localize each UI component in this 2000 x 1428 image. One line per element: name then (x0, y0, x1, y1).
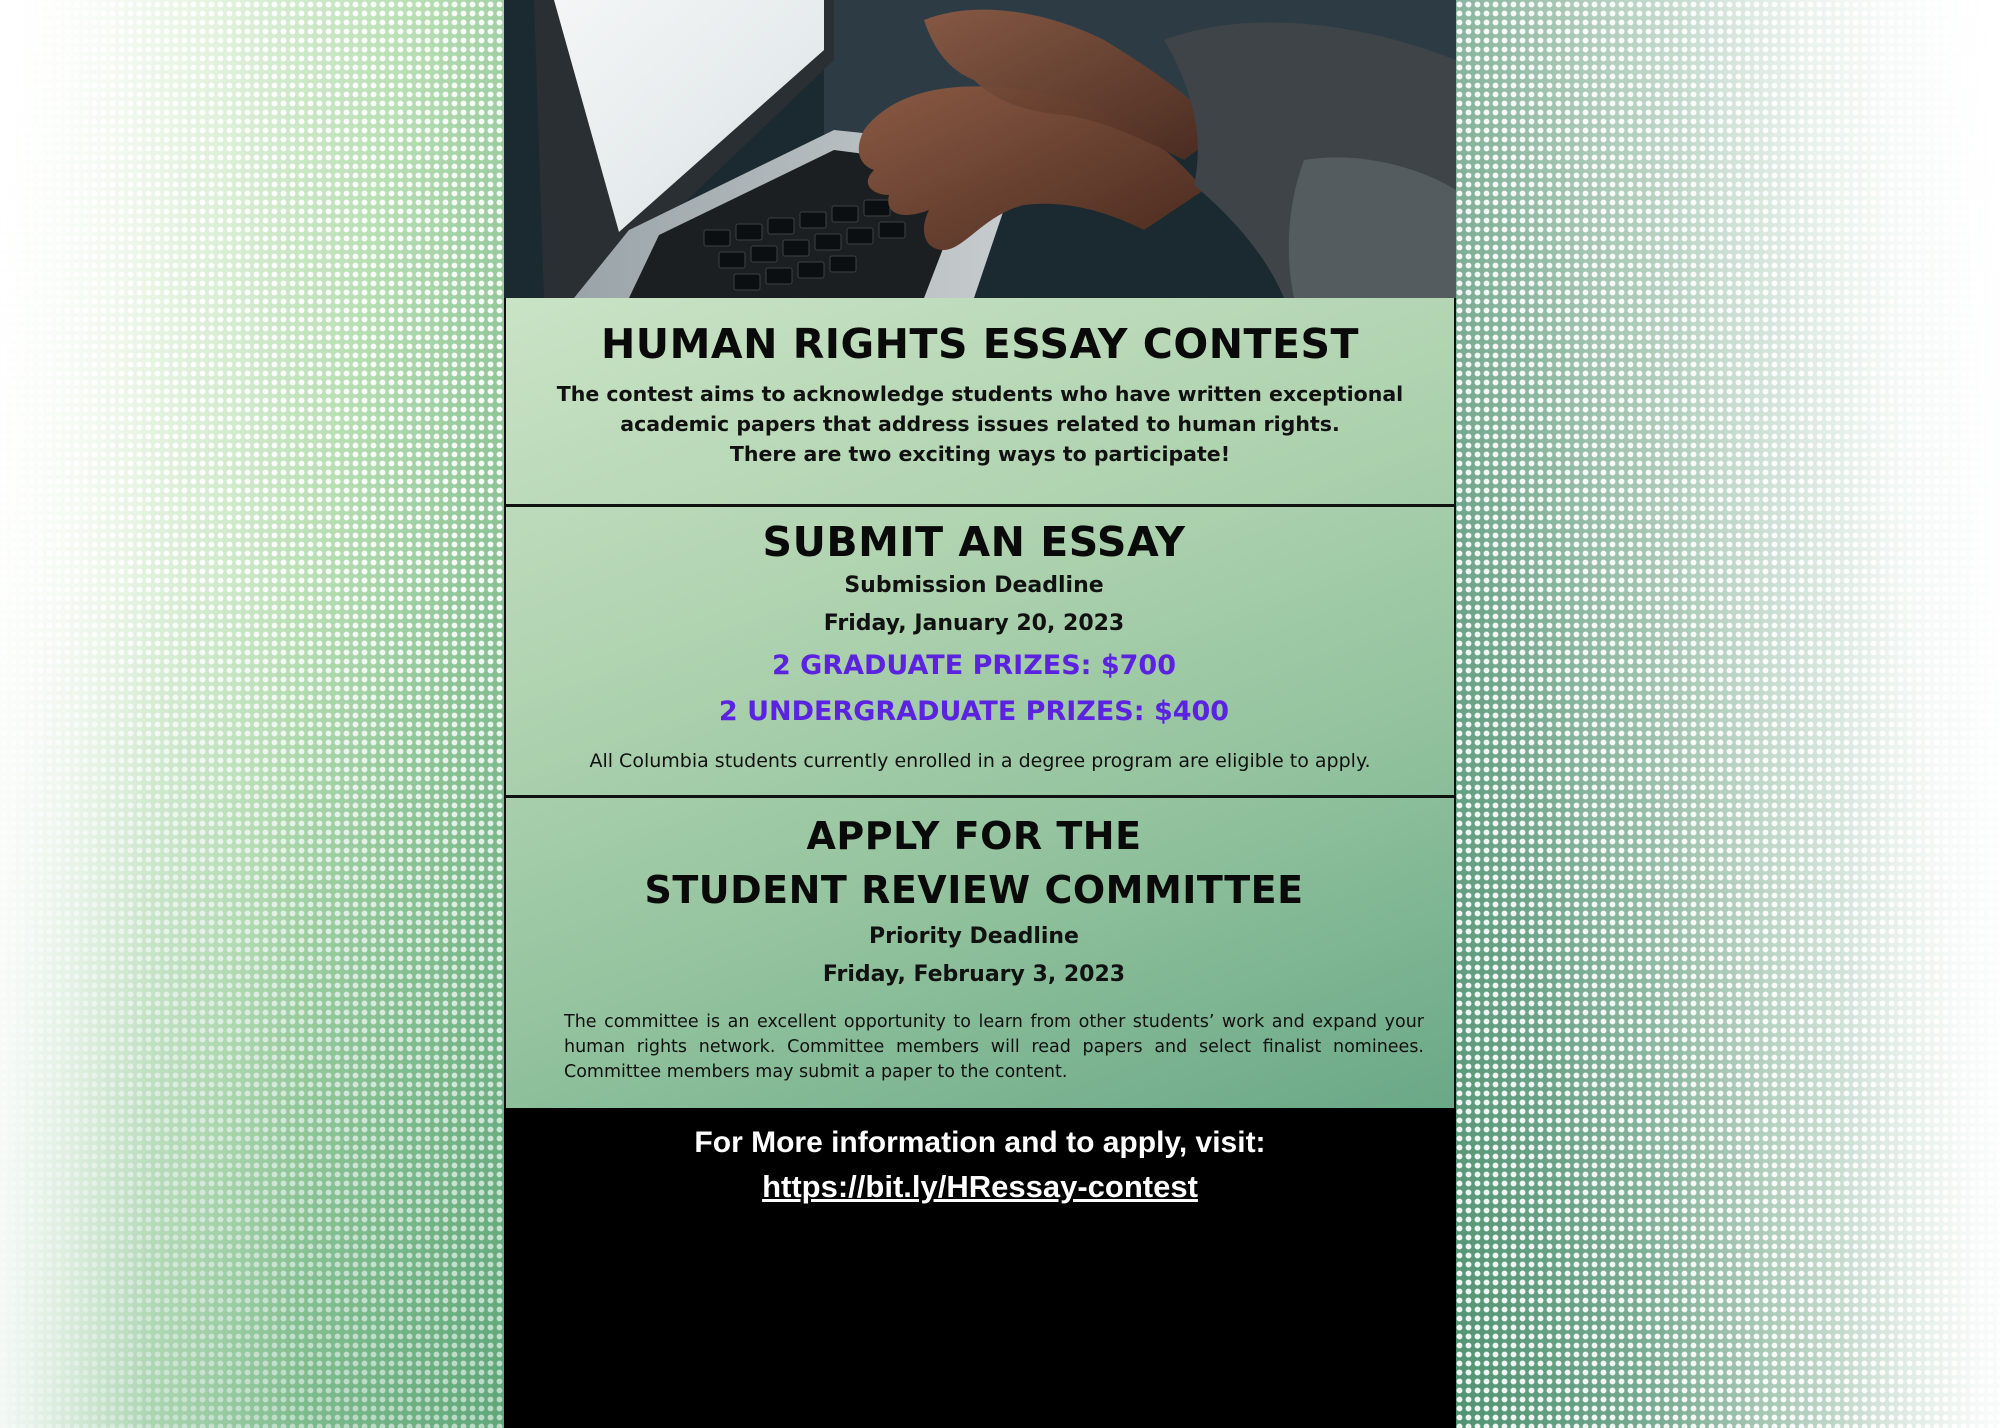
footer-info: For More information and to apply, visit: (694, 1126, 1266, 1159)
footer (504, 1108, 1456, 1428)
apply-link[interactable]: https://bit.ly/HRessay-contest (762, 1169, 1198, 1204)
graduate-prize: 2 GRADUATE PRIZES: $700 (771, 650, 1177, 681)
intro-line-2: academic papers that address issues related to human rights. (620, 412, 1340, 436)
intro-line-3: There are two exciting ways to participate! (729, 442, 1231, 466)
committee-deadline-label: Priority Deadline (869, 924, 1079, 949)
committee-deadline-date: Friday, February 3, 2023 (822, 962, 1126, 987)
contest-flyer (504, 0, 1456, 1428)
essay-deadline-date: Friday, January 20, 2023 (823, 611, 1125, 636)
halftone-background-right (1455, 0, 2000, 1428)
content-panel (506, 298, 1454, 1108)
committee-section (506, 798, 1454, 1108)
committee-description: The committee is an excellent opportunity to learn from other students’ work and expand your human rights network. Committee members will read papers and select finalist nominees. Committee members may submit a paper to the content. (564, 1012, 1424, 1082)
essay-deadline-label: Submission Deadline (844, 573, 1104, 598)
intro-section (506, 298, 1454, 507)
page-title: HUMAN RIGHTS ESSAY CONTEST (600, 320, 1359, 368)
laptop-typing-photo (504, 0, 1456, 298)
undergraduate-prize: 2 UNDERGRADUATE PRIZES: $400 (718, 696, 1230, 727)
eligibility-note: All Columbia students currently enrolled in a degree program are eligible to apply. (589, 750, 1371, 772)
committee-heading-line-1: APPLY FOR THE (806, 814, 1142, 858)
intro-line-1: The contest aims to acknowledge students who have written exceptional (556, 382, 1404, 406)
halftone-background-left (0, 0, 505, 1428)
essay-section (506, 507, 1454, 798)
essay-heading: SUBMIT AN ESSAY (762, 518, 1186, 566)
committee-heading-line-2: STUDENT REVIEW COMMITTEE (644, 868, 1304, 912)
laptop-typing-illustration (504, 0, 1456, 298)
